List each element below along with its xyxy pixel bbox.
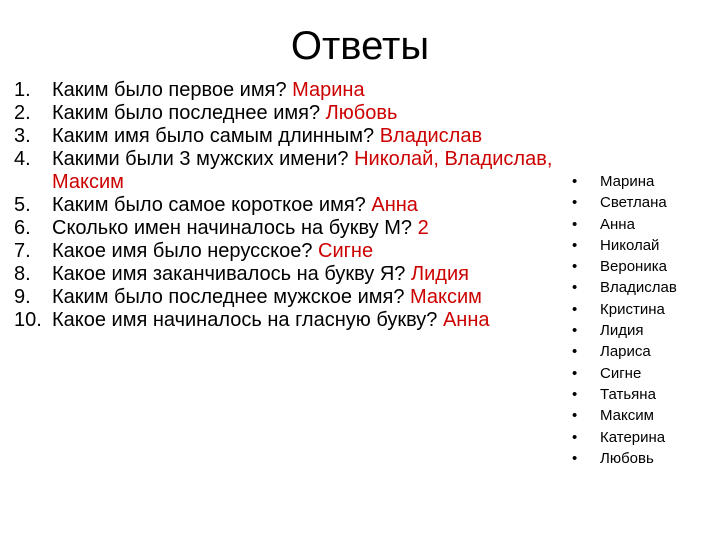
question-number: 7. [14, 240, 31, 262]
bullet-icon: • [572, 194, 578, 212]
answer-text: Анна [371, 194, 418, 216]
bullet-icon: • [572, 407, 578, 425]
name-text: Вероника [600, 258, 667, 276]
question-text: Каким было самое короткое имя? [52, 194, 366, 216]
question-text: Какое имя заканчивалось на букву Я? [52, 263, 406, 285]
question-item [14, 194, 594, 217]
bullet-icon: • [572, 258, 578, 276]
name-item [572, 320, 677, 341]
name-text: Любовь [600, 449, 654, 467]
name-item [572, 427, 677, 448]
question-number: 3. [14, 125, 31, 147]
question-number: 6. [14, 217, 31, 239]
name-item [572, 171, 677, 192]
name-text: Светлана [600, 194, 667, 212]
bullet-icon: • [572, 364, 578, 382]
name-item [572, 277, 677, 298]
question-text: Каким было первое имя? [52, 79, 287, 101]
name-item [572, 405, 677, 426]
bullet-icon: • [572, 215, 578, 233]
question-item [14, 240, 594, 263]
name-item [572, 341, 677, 362]
question-number: 9. [14, 286, 31, 308]
answer-text: Максим [410, 286, 482, 308]
name-text: Лариса [600, 343, 651, 361]
question-number: 8. [14, 263, 31, 285]
name-text: Владислав [600, 279, 677, 297]
question-item [14, 79, 594, 102]
question-number: 4. [14, 148, 31, 170]
name-item [572, 256, 677, 277]
name-item [572, 299, 677, 320]
question-item [14, 217, 594, 240]
answer-text: Анна [442, 309, 490, 331]
bullet-icon: • [572, 343, 578, 361]
name-item [572, 448, 677, 469]
page-title: Ответы [290, 24, 430, 68]
answer-text: Марина [292, 79, 365, 101]
question-text: Какое имя было нерусское? [52, 240, 313, 262]
name-text: Марина [600, 173, 655, 190]
bullet-icon: • [572, 322, 578, 340]
name-text: Татьяна [600, 385, 656, 403]
answer-text: 2 [417, 217, 429, 239]
question-number: 5. [14, 194, 31, 216]
answer-text: Владислав [379, 125, 483, 147]
question-text: Сколько имен начиналось на букву М? [52, 217, 412, 239]
questions-list [14, 79, 594, 332]
name-text: Лидия [600, 322, 644, 340]
names-list [572, 171, 677, 469]
name-text: Максим [600, 407, 654, 425]
question-item [14, 286, 594, 309]
name-item [572, 363, 677, 384]
answer-text: Лидия [410, 263, 469, 285]
question-number: 1. [14, 79, 31, 101]
bullet-icon: • [572, 173, 578, 190]
answer-text: Николай, Владислав, Максим [52, 148, 553, 193]
question-item [14, 263, 594, 286]
question-item [14, 148, 594, 194]
name-text: Катерина [600, 428, 666, 446]
name-text: Кристина [600, 300, 665, 318]
name-item [572, 384, 677, 405]
question-text: Каким было последнее имя? [52, 102, 321, 124]
question-text: Какими были 3 мужских имени? [52, 148, 349, 170]
bullet-icon: • [572, 300, 578, 318]
question-text: Каким было последнее мужское имя? [52, 286, 405, 308]
question-text: Какое имя начиналось на гласную букву? [52, 309, 438, 331]
name-item [572, 235, 677, 256]
question-item [14, 125, 594, 148]
bullet-icon: • [572, 449, 578, 467]
bullet-icon: • [572, 279, 578, 297]
name-item [572, 214, 677, 235]
name-text: Николай [600, 236, 660, 254]
bullet-icon: • [572, 236, 578, 254]
question-number: 2. [14, 102, 31, 124]
answer-text: Сигне [318, 240, 374, 262]
question-item [14, 102, 594, 125]
name-text: Сигне [600, 364, 642, 382]
question-item [14, 309, 594, 332]
bullet-icon: • [572, 428, 578, 446]
question-text: Каким имя было самым длинным? [52, 125, 375, 147]
question-number: 10. [14, 309, 42, 331]
answer-text: Любовь [325, 102, 398, 124]
name-text: Анна [600, 215, 635, 233]
name-item [572, 192, 677, 213]
bullet-icon: • [572, 385, 578, 403]
